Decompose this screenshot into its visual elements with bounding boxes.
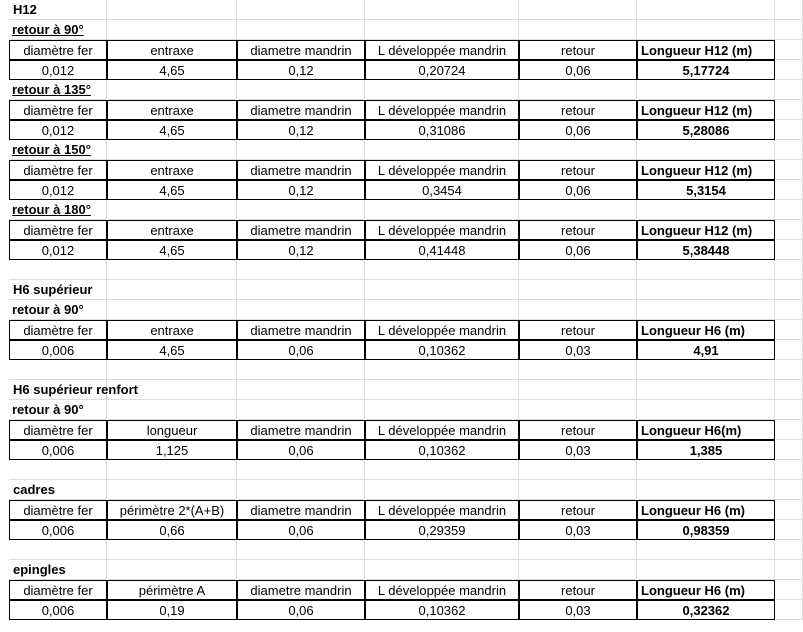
column-header[interactable]: L développée mandrin [365, 40, 519, 60]
result-value[interactable]: 5,38448 [637, 240, 775, 260]
empty-cell[interactable] [237, 0, 365, 20]
column-header[interactable]: retour [519, 40, 637, 60]
empty-cell[interactable] [637, 280, 775, 300]
sheet-row [0, 500, 803, 520]
empty-cell[interactable] [519, 280, 637, 300]
empty-cell[interactable] [107, 0, 237, 20]
result-header[interactable]: Longueur H6 (m) [637, 580, 775, 600]
empty-cell[interactable] [775, 160, 803, 180]
sheet-row [0, 420, 803, 440]
empty-cell[interactable] [519, 300, 637, 320]
empty-cell[interactable] [365, 20, 519, 40]
value-cell[interactable]: 4,65 [107, 240, 237, 260]
empty-cell[interactable] [237, 560, 365, 580]
result-header[interactable]: Longueur H6 (m) [637, 500, 775, 520]
sheet-row [0, 600, 803, 620]
empty-cell[interactable] [9, 260, 107, 280]
value-cell[interactable]: 0,06 [237, 340, 365, 360]
empty-cell[interactable] [237, 80, 365, 100]
empty-cell[interactable] [775, 440, 803, 460]
column-header[interactable]: diamètre fer [9, 100, 107, 120]
value-cell[interactable]: 0,20724 [365, 60, 519, 80]
result-header[interactable]: Longueur H6 (m) [637, 320, 775, 340]
sheet-row [0, 120, 803, 140]
value-cell[interactable]: 4,65 [107, 120, 237, 140]
column-header[interactable]: entraxe [107, 160, 237, 180]
empty-cell[interactable] [107, 140, 237, 160]
sheet-row [0, 260, 803, 280]
empty-cell[interactable] [237, 400, 365, 420]
value-cell[interactable]: 0,12 [237, 180, 365, 200]
column-header[interactable]: diamètre fer [9, 220, 107, 240]
empty-cell[interactable] [107, 300, 237, 320]
empty-cell[interactable] [365, 0, 519, 20]
empty-cell[interactable] [237, 140, 365, 160]
sheet-row [0, 380, 803, 400]
empty-cell[interactable] [107, 480, 237, 500]
column-header[interactable]: L développée mandrin [365, 160, 519, 180]
column-header[interactable]: diamètre fer [9, 500, 107, 520]
value-cell[interactable]: 0,06 [237, 520, 365, 540]
column-header[interactable]: diametre mandrin [237, 500, 365, 520]
sheet-row [0, 0, 803, 20]
empty-cell[interactable] [107, 400, 237, 420]
empty-cell[interactable] [775, 240, 803, 260]
empty-cell[interactable] [637, 80, 775, 100]
sheet-row [0, 440, 803, 460]
column-header[interactable]: diamètre fer [9, 320, 107, 340]
column-header[interactable]: longueur [107, 420, 237, 440]
value-cell[interactable]: 0,41448 [365, 240, 519, 260]
empty-cell[interactable] [775, 260, 803, 280]
sheet-row [0, 460, 803, 480]
section-title[interactable]: H6 supérieur renfort [9, 380, 107, 400]
empty-cell[interactable] [637, 20, 775, 40]
empty-cell[interactable] [775, 180, 803, 200]
result-header[interactable]: Longueur H12 (m) [637, 160, 775, 180]
column-header[interactable]: retour [519, 100, 637, 120]
empty-cell[interactable] [775, 200, 803, 220]
empty-cell[interactable] [775, 600, 803, 620]
empty-cell[interactable] [775, 360, 803, 380]
value-cell[interactable]: 0,006 [9, 520, 107, 540]
value-cell[interactable]: 4,65 [107, 340, 237, 360]
sheet-row [0, 40, 803, 60]
empty-cell[interactable] [237, 280, 365, 300]
empty-cell[interactable] [637, 140, 775, 160]
subtitle[interactable]: retour à 90° [9, 20, 107, 40]
column-header[interactable]: entraxe [107, 100, 237, 120]
sheet-row [0, 480, 803, 500]
column-header[interactable]: diametre mandrin [237, 220, 365, 240]
value-cell[interactable]: 0,66 [107, 520, 237, 540]
subtitle[interactable]: retour à 90° [9, 400, 107, 420]
column-header[interactable]: L développée mandrin [365, 420, 519, 440]
empty-cell[interactable] [365, 300, 519, 320]
column-header[interactable]: diametre mandrin [237, 420, 365, 440]
result-header[interactable]: Longueur H12 (m) [637, 220, 775, 240]
empty-cell[interactable] [775, 380, 803, 400]
empty-cell[interactable] [637, 260, 775, 280]
empty-cell[interactable] [237, 200, 365, 220]
empty-cell[interactable] [775, 120, 803, 140]
result-value[interactable]: 5,3154 [637, 180, 775, 200]
sheet-row [0, 520, 803, 540]
value-cell[interactable]: 0,06 [237, 440, 365, 460]
sheet-row [0, 340, 803, 360]
value-cell[interactable]: 0,06 [519, 60, 637, 80]
empty-cell[interactable] [9, 360, 107, 380]
empty-cell[interactable] [519, 140, 637, 160]
value-cell[interactable]: 0,10362 [365, 440, 519, 460]
empty-cell[interactable] [519, 560, 637, 580]
empty-cell[interactable] [107, 460, 237, 480]
section-title[interactable]: epingles [9, 560, 107, 580]
empty-cell[interactable] [775, 0, 803, 20]
column-header[interactable]: diametre mandrin [237, 320, 365, 340]
empty-cell[interactable] [775, 300, 803, 320]
value-cell[interactable]: 0,03 [519, 440, 637, 460]
empty-cell[interactable] [237, 540, 365, 560]
empty-cell[interactable] [365, 260, 519, 280]
column-header[interactable]: diamètre fer [9, 420, 107, 440]
empty-cell[interactable] [237, 360, 365, 380]
value-cell[interactable]: 0,06 [519, 120, 637, 140]
value-cell[interactable]: 0,06 [519, 180, 637, 200]
empty-cell[interactable] [775, 320, 803, 340]
empty-cell[interactable] [519, 460, 637, 480]
column-header[interactable]: L développée mandrin [365, 100, 519, 120]
sheet-row [0, 200, 803, 220]
column-header[interactable]: L développée mandrin [365, 500, 519, 520]
section-title[interactable]: H6 supérieur [9, 280, 107, 300]
empty-cell[interactable] [237, 260, 365, 280]
empty-cell[interactable] [637, 200, 775, 220]
empty-cell[interactable] [365, 80, 519, 100]
sheet-row [0, 240, 803, 260]
column-header[interactable]: diamètre fer [9, 580, 107, 600]
empty-cell[interactable] [107, 560, 237, 580]
result-header[interactable]: Longueur H12 (m) [637, 100, 775, 120]
value-cell[interactable]: 0,3454 [365, 180, 519, 200]
column-header[interactable]: L développée mandrin [365, 320, 519, 340]
sheet-row [0, 80, 803, 100]
empty-cell[interactable] [775, 540, 803, 560]
sheet-row [0, 540, 803, 560]
sheet-row [0, 580, 803, 600]
empty-cell[interactable] [107, 280, 237, 300]
empty-cell[interactable] [107, 360, 237, 380]
value-cell[interactable]: 0,006 [9, 440, 107, 460]
sheet-row [0, 20, 803, 40]
value-cell[interactable]: 0,012 [9, 240, 107, 260]
sheet-row [0, 180, 803, 200]
column-header[interactable]: retour [519, 320, 637, 340]
column-header[interactable]: entraxe [107, 40, 237, 60]
empty-cell[interactable] [237, 380, 365, 400]
empty-cell[interactable] [519, 540, 637, 560]
empty-cell[interactable] [519, 400, 637, 420]
empty-cell[interactable] [519, 480, 637, 500]
empty-cell[interactable] [365, 560, 519, 580]
empty-cell[interactable] [637, 540, 775, 560]
empty-cell[interactable] [107, 260, 237, 280]
column-header[interactable]: entraxe [107, 320, 237, 340]
value-cell[interactable]: 0,10362 [365, 340, 519, 360]
empty-cell[interactable] [237, 20, 365, 40]
empty-cell[interactable] [519, 260, 637, 280]
value-cell[interactable]: 0,06 [237, 600, 365, 620]
column-header[interactable]: retour [519, 160, 637, 180]
empty-cell[interactable] [637, 400, 775, 420]
value-cell[interactable]: 0,012 [9, 120, 107, 140]
empty-cell[interactable] [775, 20, 803, 40]
column-header[interactable]: retour [519, 420, 637, 440]
empty-cell[interactable] [775, 80, 803, 100]
empty-cell[interactable] [237, 480, 365, 500]
empty-cell[interactable] [9, 540, 107, 560]
column-header[interactable]: périmètre A [107, 580, 237, 600]
empty-cell[interactable] [365, 540, 519, 560]
sheet-row [0, 100, 803, 120]
empty-cell[interactable] [775, 400, 803, 420]
empty-cell[interactable] [775, 40, 803, 60]
value-cell[interactable]: 0,10362 [365, 600, 519, 620]
empty-cell[interactable] [775, 460, 803, 480]
value-cell[interactable]: 0,012 [9, 180, 107, 200]
empty-cell[interactable] [637, 300, 775, 320]
value-cell[interactable]: 0,12 [237, 120, 365, 140]
empty-cell[interactable] [519, 20, 637, 40]
empty-cell[interactable] [775, 580, 803, 600]
value-cell[interactable]: 0,12 [237, 60, 365, 80]
column-header[interactable]: périmètre 2*(A+B) [107, 500, 237, 520]
section-title[interactable]: H12 [9, 0, 107, 20]
column-header[interactable]: diametre mandrin [237, 40, 365, 60]
value-cell[interactable]: 0,12 [237, 240, 365, 260]
empty-cell[interactable] [365, 140, 519, 160]
empty-cell[interactable] [637, 380, 775, 400]
column-header[interactable]: retour [519, 580, 637, 600]
value-cell[interactable]: 0,03 [519, 520, 637, 540]
empty-cell[interactable] [637, 360, 775, 380]
empty-cell[interactable] [519, 200, 637, 220]
empty-cell[interactable] [637, 0, 775, 20]
column-header[interactable]: diametre mandrin [237, 160, 365, 180]
empty-cell[interactable] [365, 460, 519, 480]
value-cell[interactable]: 0,03 [519, 340, 637, 360]
empty-cell[interactable] [637, 480, 775, 500]
empty-cell[interactable] [775, 140, 803, 160]
value-cell[interactable]: 0,012 [9, 60, 107, 80]
empty-cell[interactable] [775, 60, 803, 80]
empty-cell[interactable] [9, 460, 107, 480]
sheet-row [0, 140, 803, 160]
sheet-row [0, 400, 803, 420]
subtitle[interactable]: retour à 180° [9, 200, 107, 220]
sheet-row [0, 60, 803, 80]
value-cell[interactable]: 0,19 [107, 600, 237, 620]
result-header[interactable]: Longueur H12 (m) [637, 40, 775, 60]
empty-cell[interactable] [775, 280, 803, 300]
empty-cell[interactable] [237, 300, 365, 320]
column-header[interactable]: diamètre fer [9, 160, 107, 180]
column-header[interactable]: diametre mandrin [237, 100, 365, 120]
column-header[interactable]: diametre mandrin [237, 580, 365, 600]
column-header[interactable]: L développée mandrin [365, 220, 519, 240]
empty-cell[interactable] [107, 200, 237, 220]
sheet-row [0, 320, 803, 340]
value-cell[interactable]: 1,125 [107, 440, 237, 460]
empty-cell[interactable] [775, 340, 803, 360]
column-header[interactable]: L développée mandrin [365, 580, 519, 600]
column-header[interactable]: entraxe [107, 220, 237, 240]
value-cell[interactable]: 4,65 [107, 180, 237, 200]
empty-cell[interactable] [365, 480, 519, 500]
empty-cell[interactable] [365, 400, 519, 420]
empty-cell[interactable] [107, 80, 237, 100]
sheet-row [0, 300, 803, 320]
section-title[interactable]: cadres [9, 480, 107, 500]
empty-cell[interactable] [519, 80, 637, 100]
empty-cell[interactable] [775, 420, 803, 440]
result-header[interactable]: Longueur H6(m) [637, 420, 775, 440]
value-cell[interactable]: 0,29359 [365, 520, 519, 540]
sheet-row [0, 220, 803, 240]
empty-cell[interactable] [519, 0, 637, 20]
value-cell[interactable]: 0,06 [519, 240, 637, 260]
empty-cell[interactable] [775, 520, 803, 540]
empty-cell[interactable] [519, 380, 637, 400]
sheet-row [0, 280, 803, 300]
empty-cell[interactable] [365, 200, 519, 220]
value-cell[interactable]: 0,31086 [365, 120, 519, 140]
empty-cell[interactable] [365, 380, 519, 400]
value-cell[interactable]: 0,03 [519, 600, 637, 620]
result-value[interactable]: 0,98359 [637, 520, 775, 540]
empty-cell[interactable] [775, 500, 803, 520]
column-header[interactable]: retour [519, 500, 637, 520]
result-value[interactable]: 4,91 [637, 340, 775, 360]
empty-cell[interactable] [365, 280, 519, 300]
sheet-row [0, 360, 803, 380]
empty-cell[interactable] [365, 360, 519, 380]
empty-cell[interactable] [775, 220, 803, 240]
value-cell[interactable]: 0,006 [9, 600, 107, 620]
result-value[interactable]: 5,17724 [637, 60, 775, 80]
empty-cell[interactable] [107, 540, 237, 560]
column-header[interactable]: diamètre fer [9, 40, 107, 60]
empty-cell[interactable] [237, 460, 365, 480]
sheet-row [0, 160, 803, 180]
empty-cell[interactable] [107, 380, 237, 400]
empty-cell[interactable] [775, 100, 803, 120]
empty-cell[interactable] [637, 460, 775, 480]
subtitle[interactable]: retour à 135° [9, 80, 107, 100]
subtitle[interactable]: retour à 90° [9, 300, 107, 320]
result-value[interactable]: 1,385 [637, 440, 775, 460]
empty-cell[interactable] [637, 560, 775, 580]
sheet-row [0, 560, 803, 580]
result-value[interactable]: 5,28086 [637, 120, 775, 140]
empty-cell[interactable] [107, 20, 237, 40]
column-header[interactable]: retour [519, 220, 637, 240]
subtitle[interactable]: retour à 150° [9, 140, 107, 160]
empty-cell[interactable] [775, 480, 803, 500]
value-cell[interactable]: 0,006 [9, 340, 107, 360]
result-value[interactable]: 0,32362 [637, 600, 775, 620]
empty-cell[interactable] [519, 360, 637, 380]
value-cell[interactable]: 4,65 [107, 60, 237, 80]
empty-cell[interactable] [775, 560, 803, 580]
